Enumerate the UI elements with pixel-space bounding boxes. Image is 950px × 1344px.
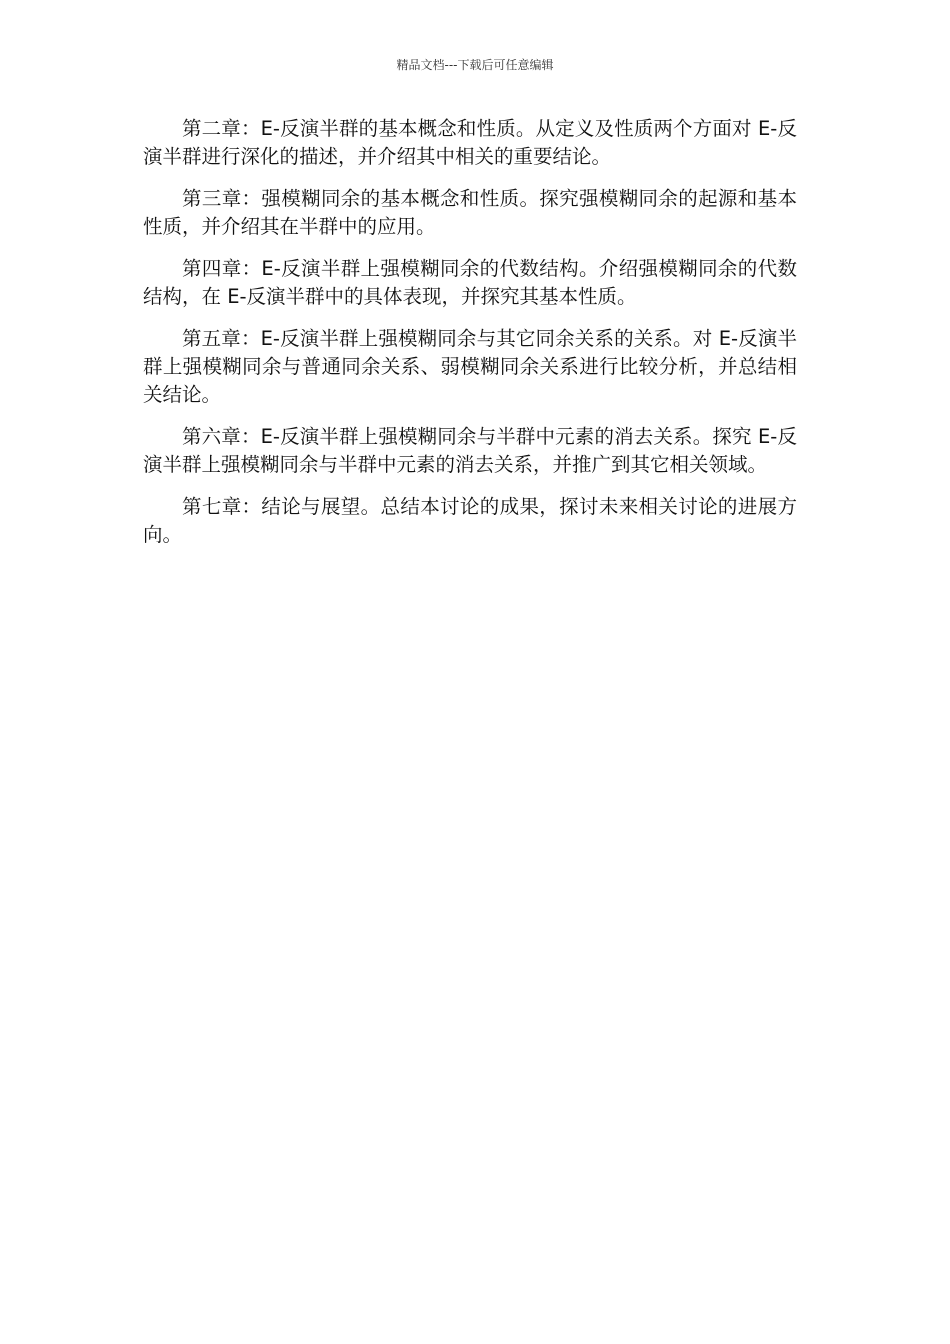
body-text xyxy=(143,115,797,563)
paragraph-chapter-2: 第二章：E-反演半群的基本概念和性质。从定义及性质两个方面对 E-反演半群进行深化的描述，并介绍其中相关的重要结论。 xyxy=(143,117,797,168)
paragraph-chapter-7: 第七章：结论与展望。总结本讨论的成果，探讨未来相关讨论的进展方向。 xyxy=(143,495,797,546)
paragraph-chapter-4: 第四章：E-反演半群上强模糊同余的代数结构。介绍强模糊同余的代数结构，在 E-反演半群中的具体表现，并探究其基本性质。 xyxy=(143,257,797,308)
paragraph-chapter-3: 第三章：强模糊同余的基本概念和性质。探究强模糊同余的起源和基本性质，并介绍其在半群中的应用。 xyxy=(143,187,797,238)
paragraph-chapter-5: 第五章：E-反演半群上强模糊同余与其它同余关系的关系。对 E-反演半群上强模糊同余与普通同余关系、弱模糊同余关系进行比较分析，并总结相关结论。 xyxy=(143,327,797,406)
page-header: 精品文档---下载后可任意编辑 xyxy=(396,58,554,72)
paragraph-chapter-6: 第六章：E-反演半群上强模糊同余与半群中元素的消去关系。探究 E-反演半群上强模糊同余与半群中元素的消去关系，并推广到其它相关领域。 xyxy=(143,425,797,476)
